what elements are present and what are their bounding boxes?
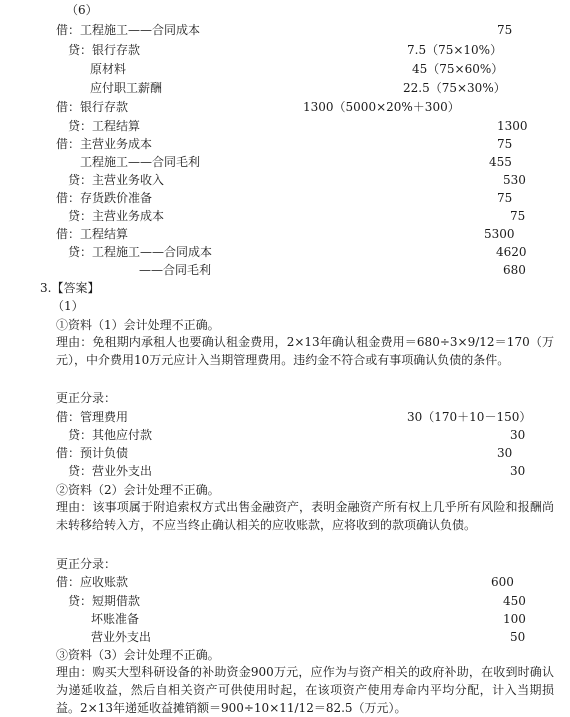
amount: 4620 <box>496 245 527 259</box>
debit-account: 借：存货跌价准备 <box>56 191 153 205</box>
journal-line <box>0 573 570 591</box>
credit-account: 贷：其他应付款 <box>68 428 153 442</box>
amount: 30 <box>510 464 526 478</box>
credit-account: 贷：营业外支出 <box>68 464 153 478</box>
amount: 450 <box>503 594 526 608</box>
amount: 530 <box>503 173 526 187</box>
journal-line <box>0 462 570 480</box>
material-2-title: ②资料（2）会计处理不正确。 <box>56 483 220 497</box>
journal-line <box>0 610 570 628</box>
debit-account: 借：预计负债 <box>56 446 129 460</box>
amount: 75 <box>497 191 513 205</box>
debit-account: 借：管理费用 <box>56 410 129 424</box>
journal-line <box>0 444 570 462</box>
credit-account: 贷：工程结算 <box>68 119 141 133</box>
credit-account: 贷：短期借款 <box>68 594 141 608</box>
credit-account: 贷：工程施工——合同成本 <box>68 245 213 259</box>
amount: 30 <box>510 428 526 442</box>
credit-account: 原材料 <box>90 62 127 76</box>
amount: 50 <box>510 630 526 644</box>
journal-line <box>0 117 570 135</box>
amount: 7.5（75×10%） <box>407 43 503 57</box>
debit-account: 借：应收账款 <box>56 575 129 589</box>
debit-account: 借：工程结算 <box>56 227 129 241</box>
debit-account: 借：主营业务成本 <box>56 137 153 151</box>
amount: 75 <box>510 209 526 223</box>
journal-line <box>0 189 570 207</box>
journal-line <box>0 408 570 426</box>
journal-line <box>0 207 570 225</box>
credit-account: 营业外支出 <box>91 630 152 644</box>
correction-label: 更正分录： <box>56 391 117 405</box>
amount: 75 <box>497 137 513 151</box>
answer-heading: 3.【答案】 <box>40 281 100 295</box>
credit-account: 贷：主营业务收入 <box>68 173 165 187</box>
amount: 5300 <box>484 227 515 241</box>
journal-line <box>0 426 570 444</box>
journal-line <box>0 153 570 171</box>
debit-account: 工程施工——合同毛利 <box>80 155 201 169</box>
journal-line <box>0 171 570 189</box>
debit-account: 借：工程施工——合同成本 <box>56 23 201 37</box>
journal-line <box>0 243 570 261</box>
journal-line <box>0 41 570 59</box>
amount: 100 <box>503 612 526 626</box>
material-1-title: ①资料（1）会计处理不正确。 <box>56 318 220 332</box>
amount: 1300（5000×20%＋300） <box>303 100 460 114</box>
amount: 600 <box>491 575 514 589</box>
amount: 455 <box>489 155 512 169</box>
journal-line <box>0 135 570 153</box>
amount: 22.5（75×30%） <box>403 81 506 95</box>
amount: 680 <box>503 263 526 277</box>
journal-line <box>0 60 570 78</box>
debit-account: 借：银行存款 <box>56 100 129 114</box>
amount: 1300 <box>497 119 528 133</box>
credit-account: 坏账准备 <box>91 612 140 626</box>
journal-line <box>0 261 570 279</box>
sub-heading: （1） <box>52 299 84 313</box>
journal-line <box>0 628 570 646</box>
journal-line <box>0 21 570 39</box>
material-2-reason: 理由：该事项属于附追索权方式出售金融资产，表明金融资产所有权上几乎所有风险和报酬尚未转移给转入方，不应当终止确认相关的应收账款，应将收到的款项确认负债。 <box>56 500 554 532</box>
credit-account: 贷：主营业务成本 <box>68 209 165 223</box>
material-1-reason: 理由：免租期内承租人也要确认租金费用，2×13年确认租金费用＝680÷3×9/12＝170（万元），中介费用10万元应计入当期管理费用。违约金不符合或有事项确认负债的条件。 <box>56 335 554 367</box>
credit-account: 贷：银行存款 <box>68 43 141 57</box>
credit-account: 应付职工薪酬 <box>90 81 163 95</box>
journal-line <box>0 225 570 243</box>
amount: 30（170＋10－150） <box>407 410 532 424</box>
material-3-reason: 理由：购买大型科研设备的补助资金900万元，应作为与资产相关的政府补助，在收到时确认为递延收益，然后自相关资产可供使用时起，在该项资产使用寿命内平均分配，计入当期损益。2×13年递延收益摊销额＝900÷10×11/12＝82.5（万元）。 <box>56 665 554 715</box>
material-3-title: ③资料（3）会计处理不正确。 <box>56 648 220 662</box>
journal-line <box>0 592 570 610</box>
credit-account: ——合同毛利 <box>139 263 212 277</box>
journal-line <box>0 98 570 116</box>
correction-label: 更正分录： <box>56 557 117 571</box>
amount: 45（75×60%） <box>412 62 504 76</box>
journal-line <box>0 79 570 97</box>
section-heading-6: （6） <box>66 3 98 17</box>
amount: 30 <box>497 446 513 460</box>
amount: 75 <box>497 23 513 37</box>
